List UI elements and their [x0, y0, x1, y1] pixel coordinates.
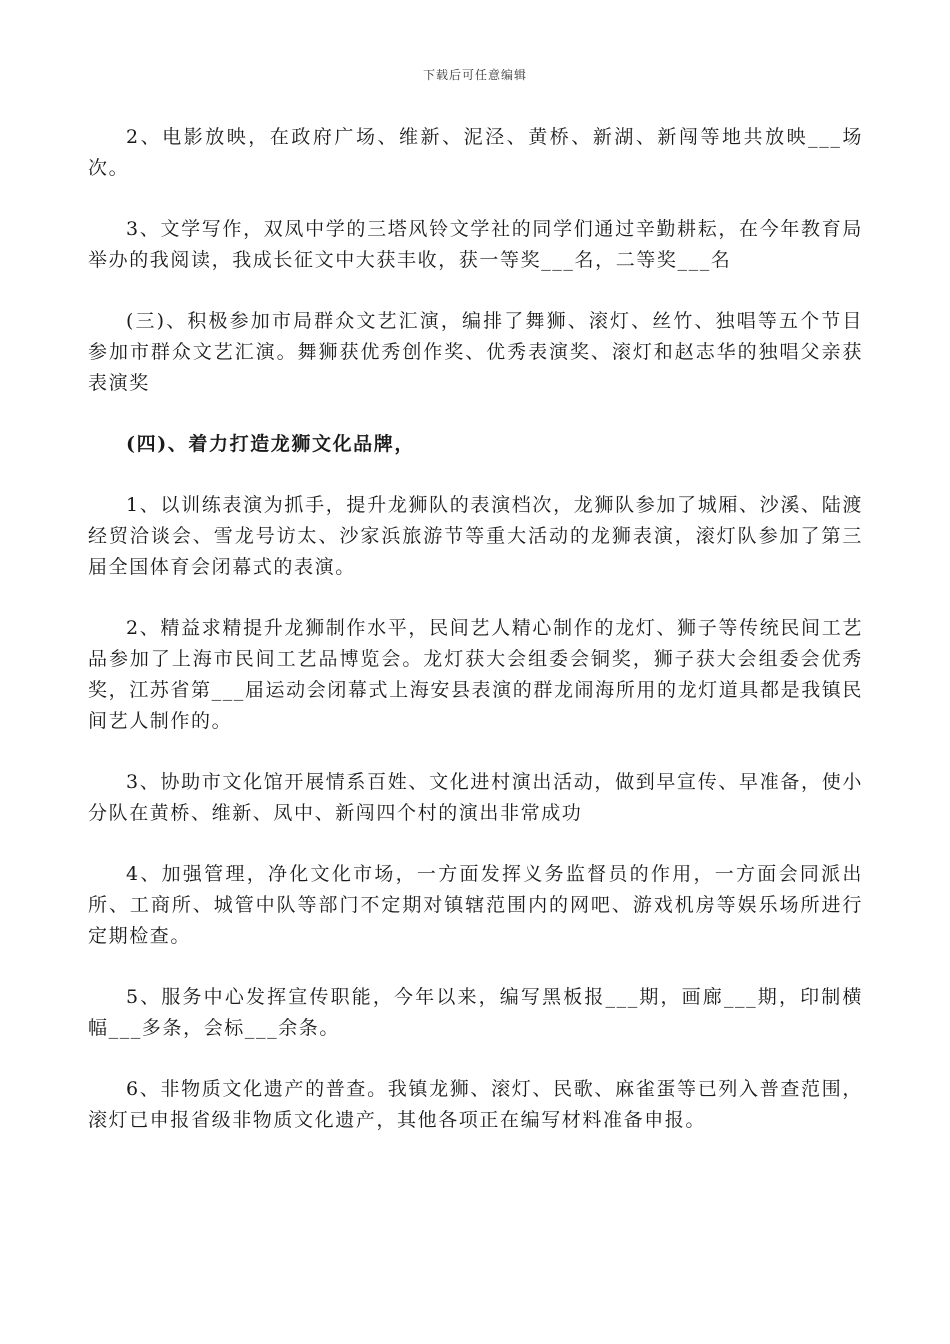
- paragraph-publicity: 5、服务中心发挥宣传职能，今年以来，编写黑板报___期，画廊___期，印制横幅___多条，会标___余条。: [88, 986, 863, 1039]
- paragraph-art-performance: (三)、积极参加市局群众文艺汇演，编排了舞狮、滚灯、丝竹、独唱等五个节目参加市群众文艺汇演。舞狮获优秀创作奖、优秀表演奖、滚灯和赵志华的独唱父亲获表演奖: [88, 310, 863, 394]
- section-heading-dragon-lion: (四)、着力打造龙狮文化品牌，: [126, 433, 415, 455]
- paragraph-film-screening: 2、电影放映，在政府广场、维新、泥泾、黄桥、新湖、新闯等地共放映___场次。: [88, 126, 863, 179]
- paragraph-literary-writing: 3、文学写作，双凤中学的三塔风铃文学社的同学们通过辛勤耕耘，在今年教育局举办的我阅读，我成长征文中大获丰收，获一等奖___名，二等奖___名: [88, 218, 863, 271]
- paragraph-craft-production: 2、精益求精提升龙狮制作水平，民间艺人精心制作的龙灯、狮子等传统民间工艺品参加了上海市民间工艺品博览会。龙灯获大会组委会铜奖，狮子获大会组委会优秀奖，江苏省第___届运动会闭幕式上海安县表演的群龙闹海所用的龙灯道具都是我镇民间艺人制作的。: [88, 617, 863, 732]
- paragraph-training-performance: 1、以训练表演为抓手，提升龙狮队的表演档次，龙狮队参加了城厢、沙溪、陆渡经贸洽谈会、雪龙号访太、沙家浜旅游节等重大活动的龙狮表演，滚灯队参加了第三届全国体育会闭幕式的表演。: [88, 494, 863, 578]
- document-body: [88, 122, 863, 1166]
- paragraph-cultural-outreach: 3、协助市文化馆开展情系百姓、文化进村演出活动，做到早宣传、早准备，使小分队在黄桥、维新、凤中、新闯四个村的演出非常成功: [88, 771, 863, 824]
- paragraph-market-management: 4、加强管理，净化文化市场，一方面发挥义务监督员的作用，一方面会同派出所、工商所、城管中队等部门不定期对镇辖范围内的网吧、游戏机房等娱乐场所进行定期检查。: [88, 863, 863, 947]
- paragraph-heritage-survey: 6、非物质文化遗产的普查。我镇龙狮、滚灯、民歌、麻雀蛋等已列入普查范围，滚灯已申报省级非物质文化遗产，其他各项正在编写材料准备申报。: [88, 1078, 863, 1131]
- page-header: 下载后可任意编辑: [422, 68, 527, 82]
